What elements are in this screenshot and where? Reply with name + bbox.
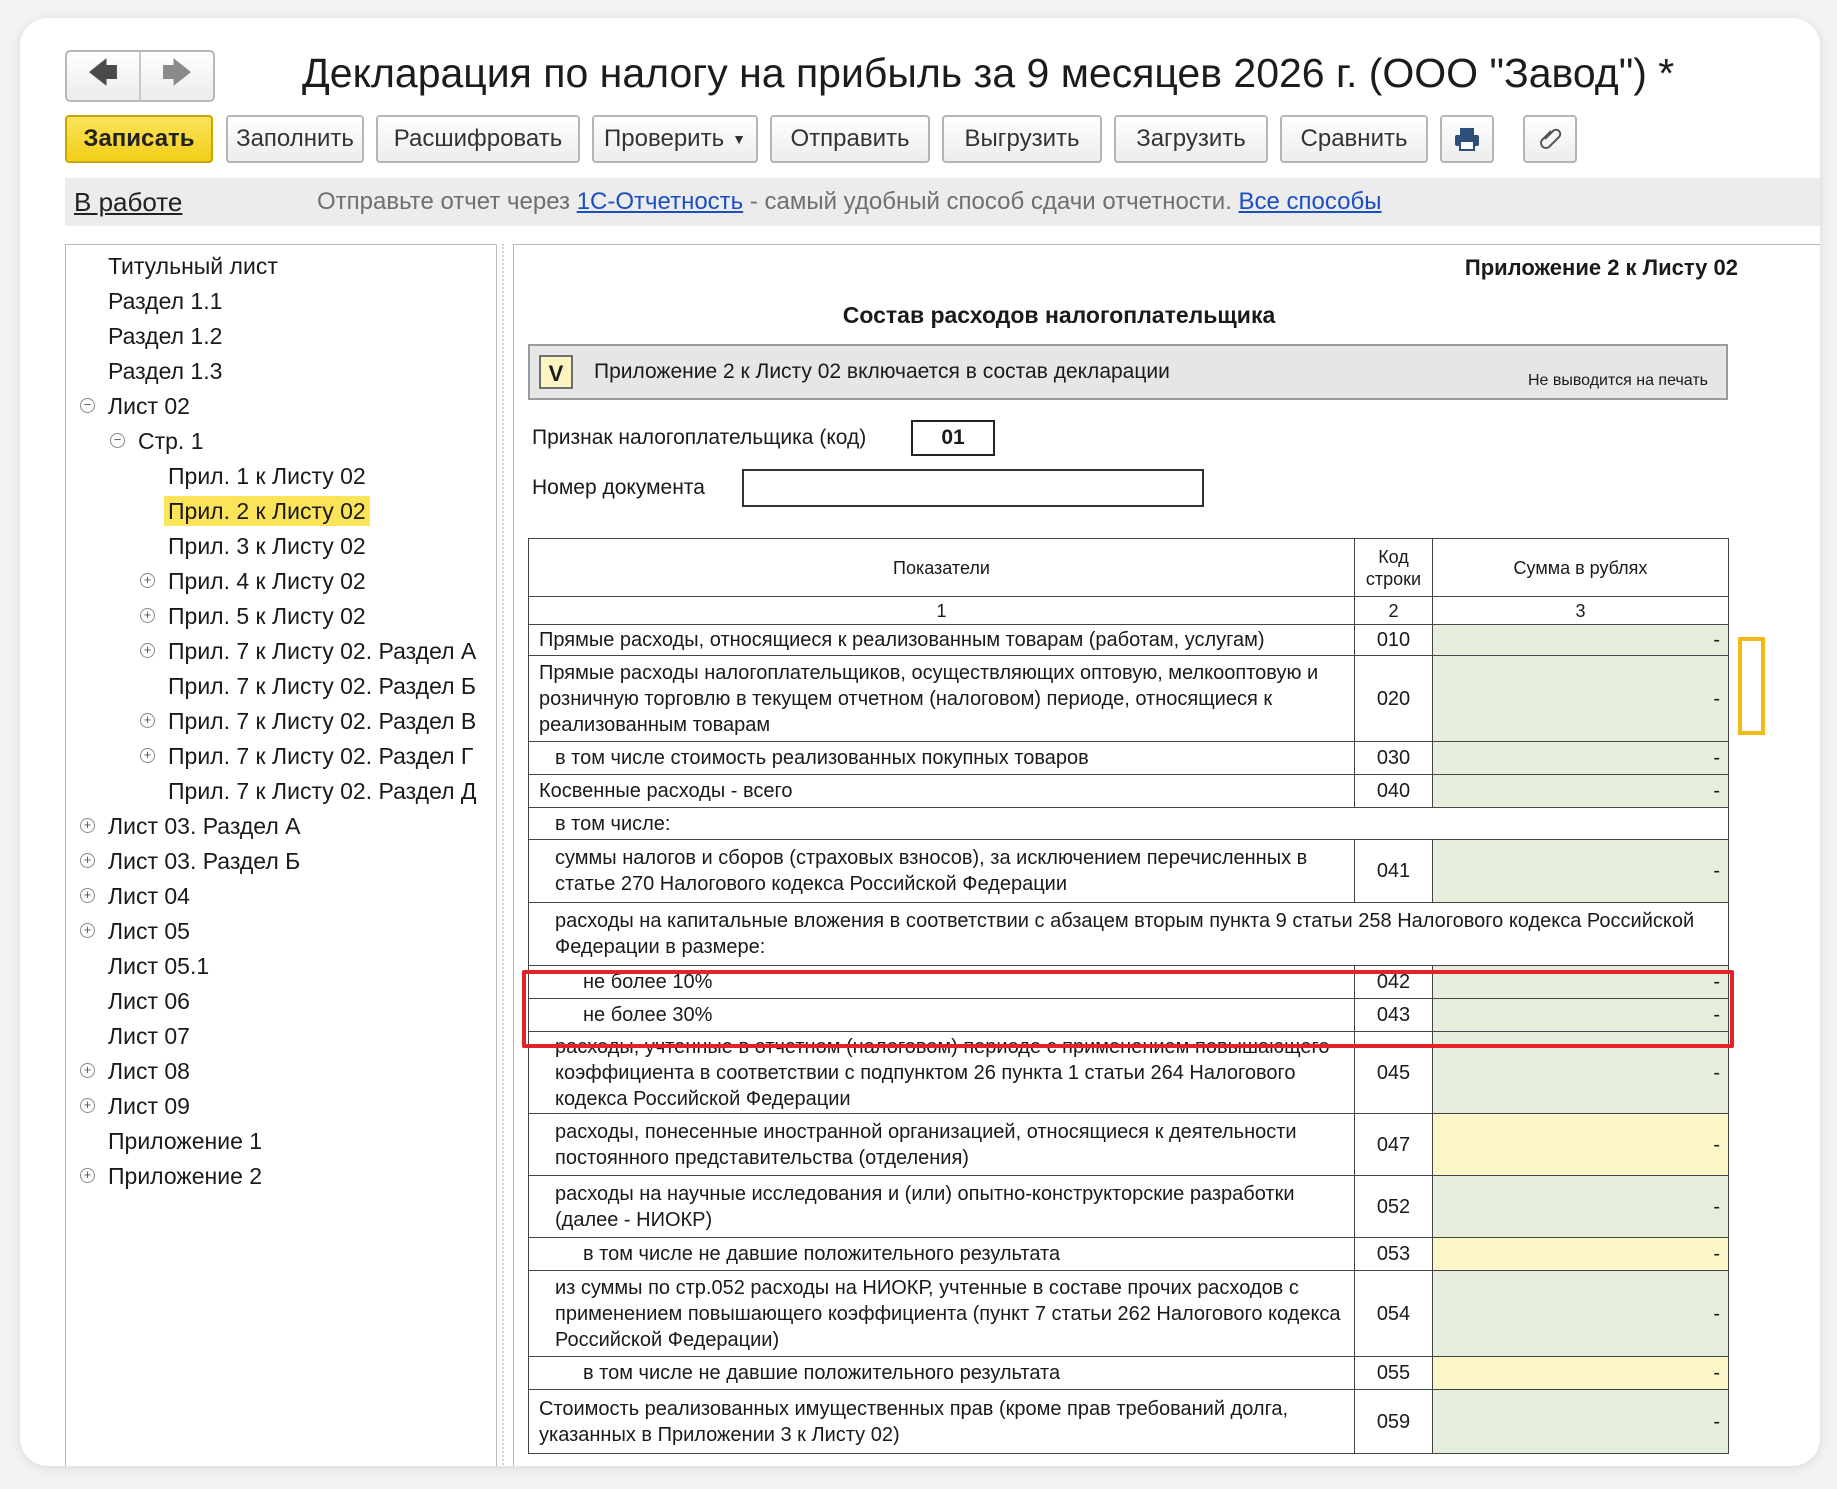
header-line-code: Код строки <box>1355 539 1433 597</box>
expand-icon[interactable]: + <box>80 923 95 938</box>
row-label: в том числе стоимость реализованных покупных товаров <box>529 742 1355 775</box>
tree-item[interactable] <box>108 354 222 388</box>
include-label: Приложение 2 к Листу 02 включается в состав декларации <box>594 360 1170 383</box>
paperclip-icon <box>1538 126 1562 152</box>
row-label: в том числе: <box>529 808 1729 840</box>
table-header <box>529 539 1729 597</box>
row-value[interactable]: - <box>1433 1238 1729 1271</box>
appendix-label: Приложение 2 к Листу 02 <box>1464 255 1738 280</box>
row-value[interactable]: - <box>1433 1176 1729 1238</box>
row-label: в том числе не давшие положительного результата <box>529 1238 1355 1271</box>
tree-item-label: Стр. 1 <box>138 428 204 454</box>
tree-item-label: Лист 05 <box>108 918 190 944</box>
tree-item-label: Лист 07 <box>108 1023 190 1049</box>
row-label: расходы на научные исследования и (или) опытно-конструкторские разработки (далее - НИОКР) <box>529 1176 1355 1238</box>
table-row <box>529 775 1729 808</box>
tree-item-label: Лист 02 <box>108 393 190 419</box>
tree-item-label: Прил. 7 к Листу 02. Раздел В <box>168 708 477 734</box>
row-code: 055 <box>1355 1357 1433 1390</box>
row-label: Прямые расходы налогоплательщиков, осуществляющих оптовую, мелкооптовую и розничную торговлю в текущем отчетном (налоговом) периоде, относящиеся к реализованным товарам <box>529 656 1355 742</box>
row-value[interactable]: - <box>1433 1114 1729 1176</box>
tree-item[interactable] <box>143 704 477 738</box>
row-code: 043 <box>1355 999 1433 1032</box>
info-middle: - самый удобный способ сдачи отчетности. <box>743 188 1239 215</box>
table-col-numbers <box>529 597 1729 625</box>
import-button[interactable]: Загрузить <box>1114 115 1268 163</box>
row-label: расходы, понесенные иностранной организацией, относящиеся к деятельности постоянного представительства (отделения) <box>529 1114 1355 1176</box>
tree-item[interactable] <box>108 249 278 283</box>
back-button[interactable] <box>67 52 139 100</box>
taxpayer-code-field[interactable]: 01 <box>911 420 995 456</box>
panel-splitter[interactable] <box>502 244 504 1466</box>
row-code: 052 <box>1355 1176 1433 1238</box>
tree-item[interactable] <box>83 914 190 948</box>
expand-icon[interactable]: + <box>140 608 155 623</box>
fill-button[interactable]: Заполнить <box>226 115 364 163</box>
forward-button[interactable] <box>139 52 213 100</box>
row-label: Прямые расходы, относящиеся к реализованным товарам (работам, услугам) <box>529 625 1355 656</box>
table-row <box>529 1114 1729 1176</box>
tree-item-label: Прил. 5 к Листу 02 <box>168 603 366 629</box>
tree-item-label: Прил. 7 к Листу 02. Раздел Д <box>168 778 477 804</box>
row-label: не более 10% <box>529 966 1355 999</box>
tree-item[interactable] <box>83 389 190 423</box>
tree-item-label: Лист 09 <box>108 1093 190 1119</box>
row-value[interactable]: - <box>1433 742 1729 775</box>
row-value[interactable]: - <box>1433 1390 1729 1454</box>
tree-item[interactable] <box>83 1054 190 1088</box>
tree-item[interactable] <box>108 984 190 1018</box>
tree-item[interactable] <box>168 459 366 493</box>
doc-number-field[interactable] <box>742 469 1204 507</box>
row-code: 041 <box>1355 840 1433 903</box>
check-button[interactable] <box>592 115 758 163</box>
tree-item-label: Лист 03. Раздел Б <box>108 848 301 874</box>
table-row <box>529 1238 1729 1271</box>
tree-item-label: Раздел 1.2 <box>108 323 223 349</box>
tree-item[interactable] <box>143 564 366 598</box>
tree-item[interactable] <box>113 424 204 458</box>
table-row <box>529 1357 1729 1390</box>
chevron-down-icon: ▼ <box>732 131 746 147</box>
doc-number-label: Номер документа <box>532 476 705 499</box>
app-window <box>20 18 1820 1466</box>
info-text <box>317 188 1382 216</box>
tree-item-label: Прил. 1 к Листу 02 <box>168 463 366 489</box>
col-number: 2 <box>1355 597 1433 625</box>
printer-icon <box>1454 127 1480 151</box>
tree-item[interactable] <box>108 1019 190 1053</box>
collapse-icon[interactable]: − <box>110 433 125 448</box>
tree-item[interactable] <box>108 949 209 983</box>
tree-item[interactable] <box>108 284 222 318</box>
table-row <box>529 1271 1729 1357</box>
compare-button[interactable]: Сравнить <box>1280 115 1428 163</box>
tree-item[interactable] <box>83 879 190 913</box>
row-value[interactable]: - <box>1433 1032 1729 1114</box>
table-row <box>529 840 1729 903</box>
tree-item[interactable] <box>108 319 222 353</box>
navigation-buttons <box>65 50 215 102</box>
tree-item[interactable] <box>83 1089 190 1123</box>
row-label: в том числе не давшие положительного результата <box>529 1357 1355 1390</box>
tree-item-label: Прил. 4 к Листу 02 <box>168 568 366 594</box>
expand-icon[interactable]: + <box>80 853 95 868</box>
col-number: 3 <box>1433 597 1729 625</box>
tree-item-label: Прил. 7 к Листу 02. Раздел Г <box>168 743 474 769</box>
expand-icon[interactable]: + <box>140 643 155 658</box>
expand-icon[interactable]: + <box>80 1063 95 1078</box>
row-code: 053 <box>1355 1238 1433 1271</box>
expand-icon[interactable]: + <box>140 748 155 763</box>
row-label: Стоимость реализованных имущественных прав (кроме прав требований долга, указанных в Приложении 3 к Листу 02) <box>529 1390 1355 1454</box>
include-checkbox[interactable]: V <box>539 355 573 389</box>
attach-button[interactable] <box>1523 115 1577 163</box>
col-number: 1 <box>529 597 1355 625</box>
row-value[interactable]: - <box>1433 1357 1729 1390</box>
tree-item-label: Приложение 1 <box>108 1128 263 1154</box>
row-label: расходы на капитальные вложения в соответствии с абзацем вторым пункта 9 статьи 258 Налогового кодекса Российской Федерации в размере: <box>529 903 1729 966</box>
tree-item-label: Раздел 1.1 <box>108 288 223 314</box>
tree-item-label: Титульный лист <box>108 253 278 279</box>
tree-item[interactable] <box>83 809 301 843</box>
tree-item-label: Прил. 7 к Листу 02. Раздел Б <box>168 673 476 699</box>
row-code: 010 <box>1355 625 1433 656</box>
print-button[interactable] <box>1440 115 1494 163</box>
row-code: 020 <box>1355 656 1433 742</box>
row-code: 047 <box>1355 1114 1433 1176</box>
row-code: 030 <box>1355 742 1433 775</box>
tree-item[interactable] <box>108 1124 262 1158</box>
tree-item[interactable] <box>168 774 476 808</box>
tree-item-label: Лист 08 <box>108 1058 190 1084</box>
row-label: из суммы по стр.052 расходы на НИОКР, учтенные в составе прочих расходов с применением повышающего коэффициента (пункт 7 статьи 262 Налогового кодекса Российской Федерации) <box>529 1271 1355 1357</box>
tree-item-label: Лист 06 <box>108 988 190 1014</box>
expand-icon[interactable]: + <box>80 1168 95 1183</box>
table-row <box>529 1390 1729 1454</box>
tree-item[interactable] <box>143 739 474 773</box>
highlight-marker-row-020 <box>1738 637 1765 735</box>
expand-icon[interactable]: + <box>80 888 95 903</box>
tree-item-label: Прил. 7 к Листу 02. Раздел А <box>168 638 477 664</box>
row-code: 042 <box>1355 966 1433 999</box>
info-bar <box>65 178 1820 226</box>
arrow-right-icon: 🡆 <box>161 56 193 90</box>
row-code: 059 <box>1355 1390 1433 1454</box>
header-indicators: Показатели <box>529 539 1355 597</box>
report-form <box>513 244 1820 1466</box>
expand-icon[interactable]: + <box>140 573 155 588</box>
tree-item[interactable] <box>83 1159 263 1193</box>
tree-item-label: Прил. 3 к Листу 02 <box>168 533 366 559</box>
sections-tree <box>65 244 497 1466</box>
tree-item[interactable] <box>168 669 476 703</box>
tree-item-label: Лист 05.1 <box>108 953 210 979</box>
tree-item-label: Прил. 2 к Листу 02 <box>164 496 370 526</box>
collapse-icon[interactable]: − <box>80 398 95 413</box>
row-value[interactable]: - <box>1433 625 1729 656</box>
send-button[interactable]: Отправить <box>770 115 930 163</box>
tree-item[interactable] <box>143 599 366 633</box>
row-value[interactable]: - <box>1433 1271 1729 1357</box>
table-row <box>529 742 1729 775</box>
row-value[interactable]: - <box>1433 966 1729 999</box>
row-label: не более 30% <box>529 999 1355 1032</box>
status-link[interactable]: В работе <box>74 187 183 217</box>
row-value[interactable]: - <box>1433 999 1729 1032</box>
tree-item-label: Приложение 2 <box>108 1163 263 1189</box>
header-amount: Сумма в рублях <box>1433 539 1729 597</box>
tree-item-label: Лист 03. Раздел А <box>108 813 301 839</box>
expand-icon[interactable]: + <box>80 818 95 833</box>
section-title: Состав расходов налогоплательщика <box>842 302 1276 328</box>
table-row <box>529 808 1729 840</box>
export-button[interactable]: Выгрузить <box>942 115 1102 163</box>
info-prefix: Отправьте отчет через <box>317 188 577 215</box>
row-label: Косвенные расходы - всего <box>529 775 1355 808</box>
row-code: 040 <box>1355 775 1433 808</box>
write-button[interactable]: Записать <box>65 115 213 163</box>
tree-item-label: Лист 04 <box>108 883 190 909</box>
tree-item[interactable] <box>143 634 477 668</box>
row-label: суммы налогов и сборов (страховых взносов), за исключением перечисленных в статье 270 Налогового кодекса Российской Федерации <box>529 840 1355 903</box>
tree-item-label: Раздел 1.3 <box>108 358 223 384</box>
expand-icon[interactable]: + <box>140 713 155 728</box>
table-row <box>529 1176 1729 1238</box>
row-code: 054 <box>1355 1271 1433 1357</box>
tree-item-selected[interactable] <box>168 494 370 528</box>
1c-reporting-link[interactable]: 1С-Отчетность <box>576 188 744 215</box>
row-value[interactable]: - <box>1433 775 1729 808</box>
row-code: 045 <box>1355 1032 1433 1114</box>
check-button-label: Проверить <box>604 125 725 152</box>
table-row <box>529 656 1729 742</box>
row-label: расходы, учтенные в отчетном (налоговом) периоде с применением повышающего коэффициента в соответствии с подпунктом 26 пункта 1 статьи 264 Налогового кодекса Российской Федерации <box>529 1032 1355 1114</box>
include-panel <box>528 344 1728 400</box>
arrow-left-icon: 🡄 <box>87 56 119 90</box>
row-value[interactable]: - <box>1433 656 1729 742</box>
tree-item[interactable] <box>83 844 301 878</box>
window-title: Декларация по налогу на прибыль за 9 месяцев 2026 г. (ООО "Завод") * <box>302 50 1675 96</box>
tree-item[interactable] <box>168 529 366 563</box>
row-value[interactable]: - <box>1433 840 1729 903</box>
taxpayer-code-label: Признак налогоплательщика (код) <box>532 426 867 449</box>
highlight-frame-rows-042-043 <box>522 970 1734 1048</box>
all-methods-link[interactable]: Все способы <box>1238 188 1382 215</box>
table-row <box>529 903 1729 966</box>
decode-button[interactable]: Расшифровать <box>376 115 580 163</box>
table-row <box>529 625 1729 656</box>
no-print-note: Не выводится на печать <box>1527 372 1708 389</box>
expand-icon[interactable]: + <box>80 1098 95 1113</box>
